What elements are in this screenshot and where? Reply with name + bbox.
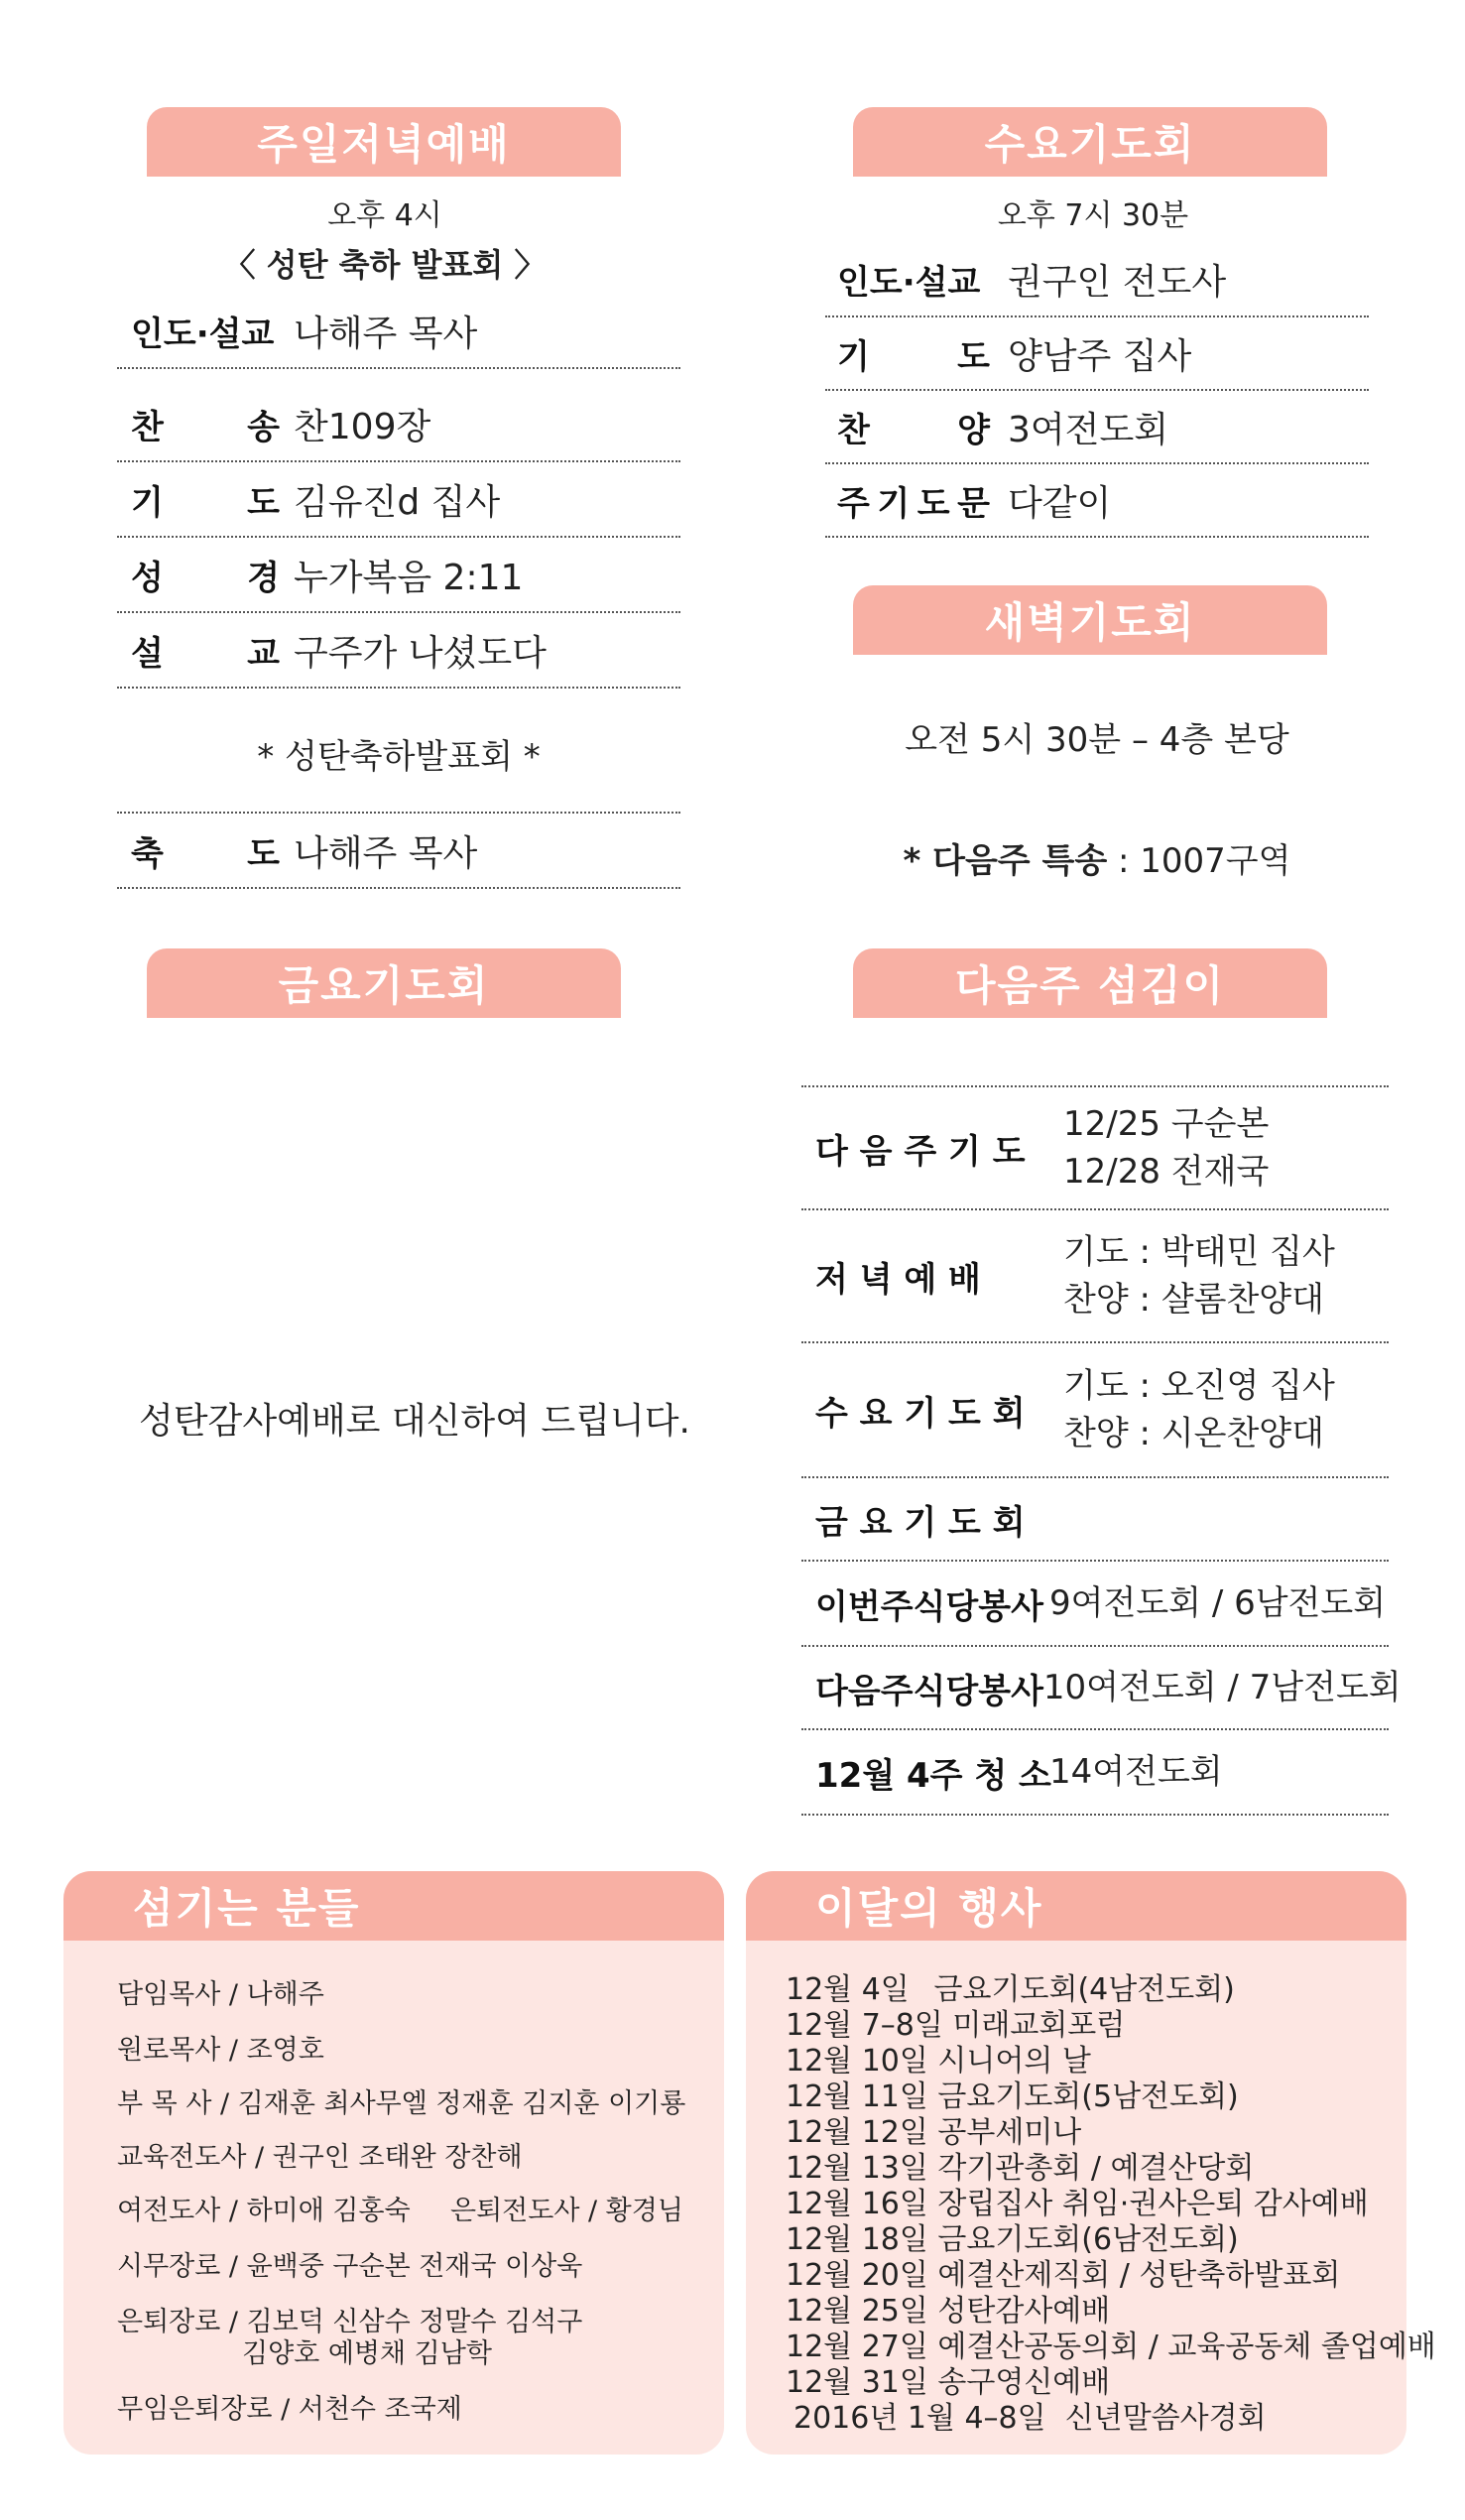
wednesday-row-leader: [825, 242, 1369, 317]
event-text: 예결산공동의회 / 교육공동체 졸업예배: [937, 2330, 1436, 2364]
sunday-row-prayer: [117, 462, 680, 538]
row-value-line: 찬양 : 시온찬양대: [1063, 1414, 1324, 1453]
event-date: 12월 16일: [786, 2187, 928, 2221]
event-date: 12월 18일: [786, 2222, 928, 2257]
sunday-note: * 성탄축하발표회 *: [257, 737, 541, 777]
server-line: 담임목사 / 나해주: [117, 1979, 324, 2010]
row-value-line: 12/28 전재국: [1063, 1152, 1270, 1192]
event-text: 성탄감사예배: [937, 2294, 1111, 2329]
wednesday-row-praise: [825, 391, 1369, 464]
event-date: 12월 10일: [786, 2044, 928, 2079]
wednesday-row-lordsprayer: [825, 464, 1369, 538]
row-label: 12월 4주 청 소: [815, 1755, 1051, 1796]
next-week-header: 다음주 섬김이: [853, 948, 1327, 1018]
row-value: 김유진d 집사: [294, 481, 501, 523]
event-date: 12월 12일: [786, 2115, 928, 2150]
dawn-special-label: * 다음주 특송: [903, 841, 1108, 881]
event-text: 미래교회포럼: [952, 2008, 1126, 2043]
event-text: 금요기도회(4남전도회): [933, 1972, 1235, 2007]
row-value-line: 찬양 : 샬롬찬양대: [1063, 1280, 1324, 1320]
event-date: 12월 4일: [786, 1972, 910, 2007]
event-text: 장립집사 취임·권사은퇴 감사예배: [937, 2187, 1369, 2221]
server-line: 은퇴장로 / 김보덕 신삼수 정말수 김석구: [117, 2307, 583, 2337]
event-text: 공부세미나: [937, 2115, 1082, 2150]
row-value: 9여전도회 / 6남전도회: [1049, 1583, 1387, 1623]
next-row-meal-this: [801, 1562, 1389, 1647]
row-label: 주 기 도 문: [837, 483, 990, 524]
row-label: 축 도: [131, 833, 280, 874]
row-value-line: 12/25 구순본: [1063, 1104, 1270, 1144]
row-value: 다같이: [1008, 482, 1112, 524]
event-text: 각기관총회 / 예결산당회: [937, 2151, 1255, 2186]
sunday-row-leader: [117, 294, 680, 369]
row-value: 나해주 목사: [294, 832, 478, 874]
event-item: [794, 2393, 1267, 2437]
event-date: 12월 20일: [786, 2258, 928, 2293]
server-line: 여전도사 / 하미애 김홍숙: [117, 2196, 411, 2226]
event-date: 12월 31일: [786, 2365, 928, 2400]
row-label: 기 도: [837, 336, 990, 377]
row-label: 인도·설교: [131, 314, 275, 354]
row-values: [1063, 1100, 1269, 1196]
row-values: [1063, 1228, 1335, 1323]
row-label: 성 경: [131, 558, 280, 598]
next-row-wednesday: [801, 1343, 1389, 1478]
row-label: 찬 양: [837, 410, 990, 450]
row-label: 저 녁 예 배: [815, 1259, 981, 1300]
servers-header: 섬기는 분들: [63, 1871, 724, 1941]
row-value: 권구인 전도사: [1008, 261, 1227, 303]
row-label: 이번주식당봉사: [815, 1586, 1043, 1627]
row-value: 누가복음 2:11: [294, 557, 524, 598]
event-text: 금요기도회(6남전도회): [937, 2222, 1239, 2257]
next-row-meal-next: [801, 1647, 1402, 1730]
sunday-evening-header: 주일저녁예배: [147, 107, 621, 177]
dawn-time: 오전 5시 30분 – 4층 본당: [905, 720, 1289, 760]
dawn-header: 새벽기도회: [853, 585, 1327, 655]
sunday-time: 오후 4시: [327, 198, 442, 233]
friday-header: 금요기도회: [147, 948, 621, 1018]
server-line: 은퇴전도사 / 황경님: [450, 2196, 683, 2226]
row-value: 찬109장: [294, 406, 431, 447]
next-row-friday: [801, 1478, 1389, 1562]
wednesday-row-prayer: [825, 317, 1369, 391]
event-text: 시니어의 날: [937, 2044, 1091, 2079]
event-date: 12월 25일: [786, 2294, 928, 2329]
event-text: 송구영신예배: [937, 2365, 1111, 2400]
row-label: 금 요 기 도 회: [815, 1502, 1026, 1543]
events-header: 이달의 행사: [746, 1871, 1406, 1941]
row-value: 10여전도회 / 7남전도회: [1042, 1668, 1402, 1707]
row-value: 구주가 나셨도다: [294, 632, 547, 674]
row-label: 수 요 기 도 회: [815, 1393, 1026, 1434]
row-label: 다 음 주 기 도: [815, 1131, 1026, 1172]
row-value: 3여전도회: [1008, 409, 1169, 450]
sunday-row-bless: [117, 814, 680, 889]
event-text: 금요기도회(5남전도회): [937, 2079, 1239, 2114]
next-row-cleaning: [801, 1730, 1389, 1816]
row-label: 설 교: [131, 633, 280, 674]
row-value-line: 기도 : 오진영 집사: [1063, 1366, 1335, 1406]
event-date: 2016년 1월 4–8일: [794, 2401, 1046, 2436]
row-value: 양남주 집사: [1008, 335, 1192, 377]
row-value: 14여전도회: [1049, 1752, 1223, 1792]
event-text: 예결산제직회 / 성탄축하발표회: [937, 2258, 1341, 2293]
next-row-prayer: [801, 1087, 1389, 1210]
wednesday-time: 오후 7시 30분: [997, 198, 1189, 233]
row-label: 기 도: [131, 482, 280, 523]
event-date: 12월 11일: [786, 2079, 928, 2114]
sunday-row-hymn: [117, 387, 680, 462]
event-date: 12월 13일: [786, 2151, 928, 2186]
event-date: 12월 27일: [786, 2330, 928, 2364]
dawn-special-value: : 1007구역: [1118, 841, 1291, 881]
server-line: 무임은퇴장로 / 서천수 조국제: [117, 2394, 462, 2425]
dawn-special: [825, 833, 1369, 882]
row-values: [1063, 1362, 1335, 1457]
events-panel: [746, 1871, 1436, 2455]
row-value-line: 기도 : 박태민 집사: [1063, 1232, 1335, 1272]
row-label: 찬 송: [131, 407, 280, 447]
sunday-row-sermon: [117, 613, 680, 689]
sunday-subtitle: 〈 성탄 축하 발표회 〉: [223, 246, 547, 284]
friday-text: 성탄감사예배로 대신하여 드립니다.: [139, 1401, 690, 1442]
wednesday-header: 수요기도회: [853, 107, 1327, 177]
next-row-evening: [801, 1210, 1389, 1343]
row-label: 인도·설교: [837, 262, 981, 303]
event-text: 신년말씀사경회: [1064, 2401, 1267, 2436]
server-line: 시무장로 / 윤백중 구순본 전재국 이상욱: [117, 2251, 583, 2282]
event-date: 12월 7–8일: [786, 2008, 943, 2043]
server-line: 교육전도사 / 권구인 조태완 장찬해: [117, 2142, 523, 2173]
row-label: 다음주식당봉사: [815, 1671, 1043, 1711]
servers-panel: [63, 1871, 724, 2455]
server-line: 원로목사 / 조영호: [117, 2035, 324, 2066]
row-value: 나해주 목사: [294, 313, 478, 354]
server-line: 김양호 예병채 김남학: [242, 2338, 492, 2369]
sunday-row-scripture: [117, 538, 680, 613]
server-line: 부 목 사 / 김재훈 최사무엘 정재훈 김지훈 이기룡: [117, 2088, 686, 2119]
